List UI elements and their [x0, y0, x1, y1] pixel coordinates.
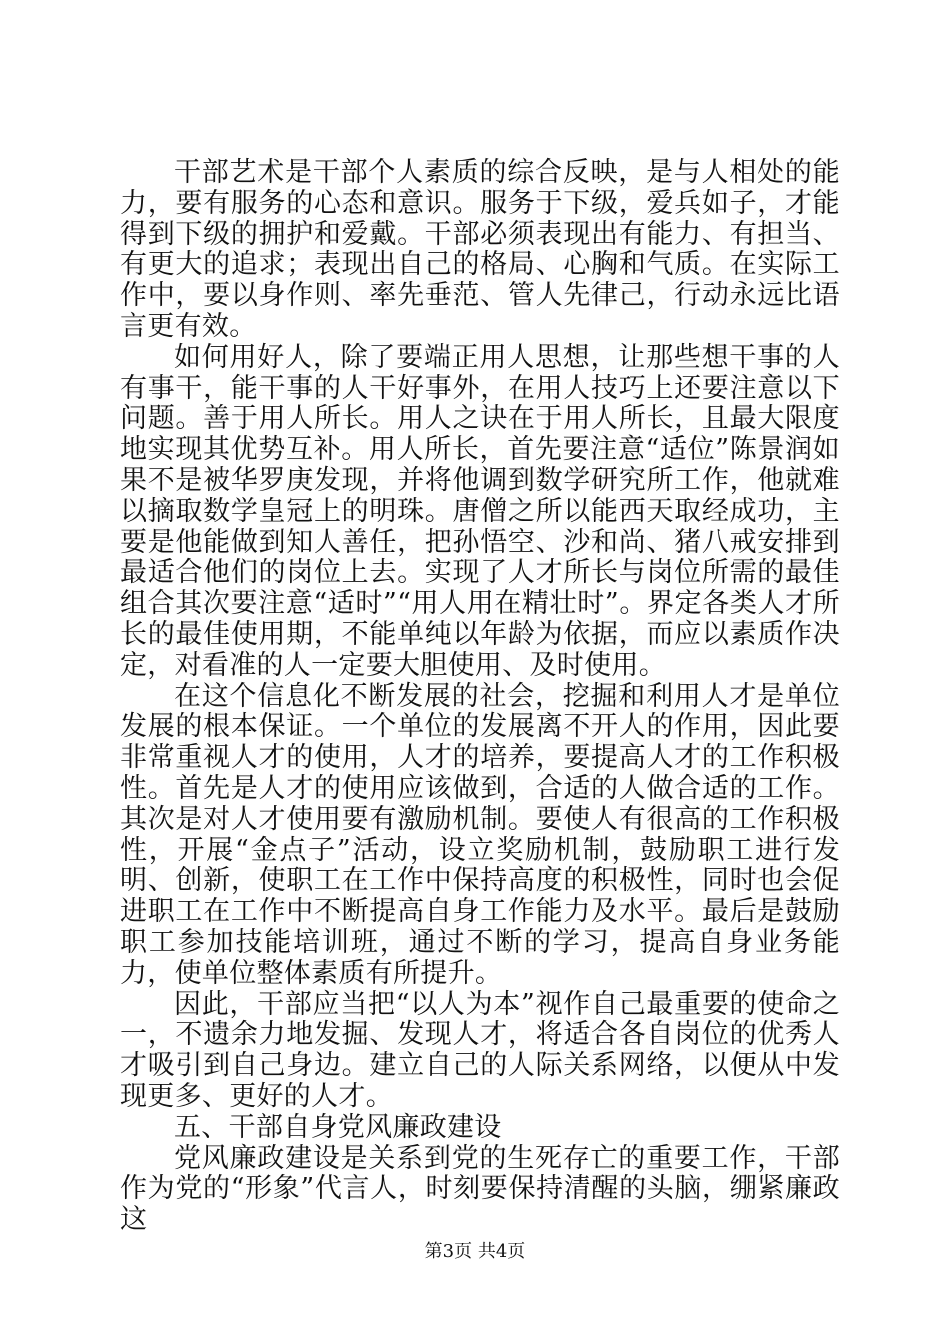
paragraph-people-oriented: 因此，干部应当把“以人为本”视作自己最重要的使命之一，不遗余力地发掘、发现人才，将适合各自岗位的优秀人才吸引到自己身边。建立自己的人际关系网络，以便从中发现更多、更好的人才。 — [120, 988, 840, 1112]
paragraph-cadre-art: 干部艺术是干部个人素质的综合反映，是与人相处的能力，要有服务的心态和意识。服务于下级，爱兵如子，才能得到下级的拥护和爱戴。干部必须表现出有能力、有担当、有更大的追求；表现出自己的格局、心胸和气质。在实际工作中，要以身作则、率先垂范、管人先律己，行动永远比语言更有效。 — [120, 157, 840, 342]
paragraph-using-people: 如何用好人，除了要端正用人思想，让那些想干事的人有事干，能干事的人干好事外，在用人技巧上还要注意以下问题。善于用人所长。用人之诀在于用人所长，且最大限度地实现其优势互补。用人所长，首先要注意“适位”陈景润如果不是被华罗庚发现，并将他调到数学研究所工作，他就难以摘取数学皇冠上的明珠。唐僧之所以能西天取经成功，主要是他能做到知人善任，把孙悟空、沙和尚、猪八戒安排到最适合他们的岗位上去。实现了人才所长与岗位所需的最佳组合其次要注意“适时”“用人用在精壮时”。界定各类人才所长的最佳使用期，不能单纯以年龄为依据，而应以素质作决定，对看准的人一定要大胆使用、及时使用。 — [120, 341, 840, 681]
document-body — [120, 158, 840, 1236]
section-heading: 五、干部自身党风廉政建设 — [174, 1111, 502, 1143]
paragraph-party-integrity: 党风廉政建设是关系到党的生死存亡的重要工作，干部作为党的“形象”代言人，时刻要保持清醒的头脑，绷紧廉政这 — [120, 1142, 840, 1236]
paragraph-talent-development: 在这个信息化不断发展的社会，挖掘和利用人才是单位发展的根本保证。一个单位的发展离不开人的作用，因此要非常重视人才的使用，人才的培养，要提高人才的工作积极性。首先是人才的使用应该做到，合适的人做合适的工作。其次是对人才使用要有激励机制。要使人有很高的工作积极性，开展“金点子”活动，设立奖励机制，鼓励职工进行发明、创新，使职工在工作中保持高度的积极性，同时也会促进职工在工作中不断提高自身工作能力及水平。最后是鼓励职工参加技能培训班，通过不断的学习，提高自身业务能力，使单位整体素质有所提升。 — [120, 680, 840, 989]
page-number-footer: 第3页 共4页 — [424, 1241, 526, 1262]
